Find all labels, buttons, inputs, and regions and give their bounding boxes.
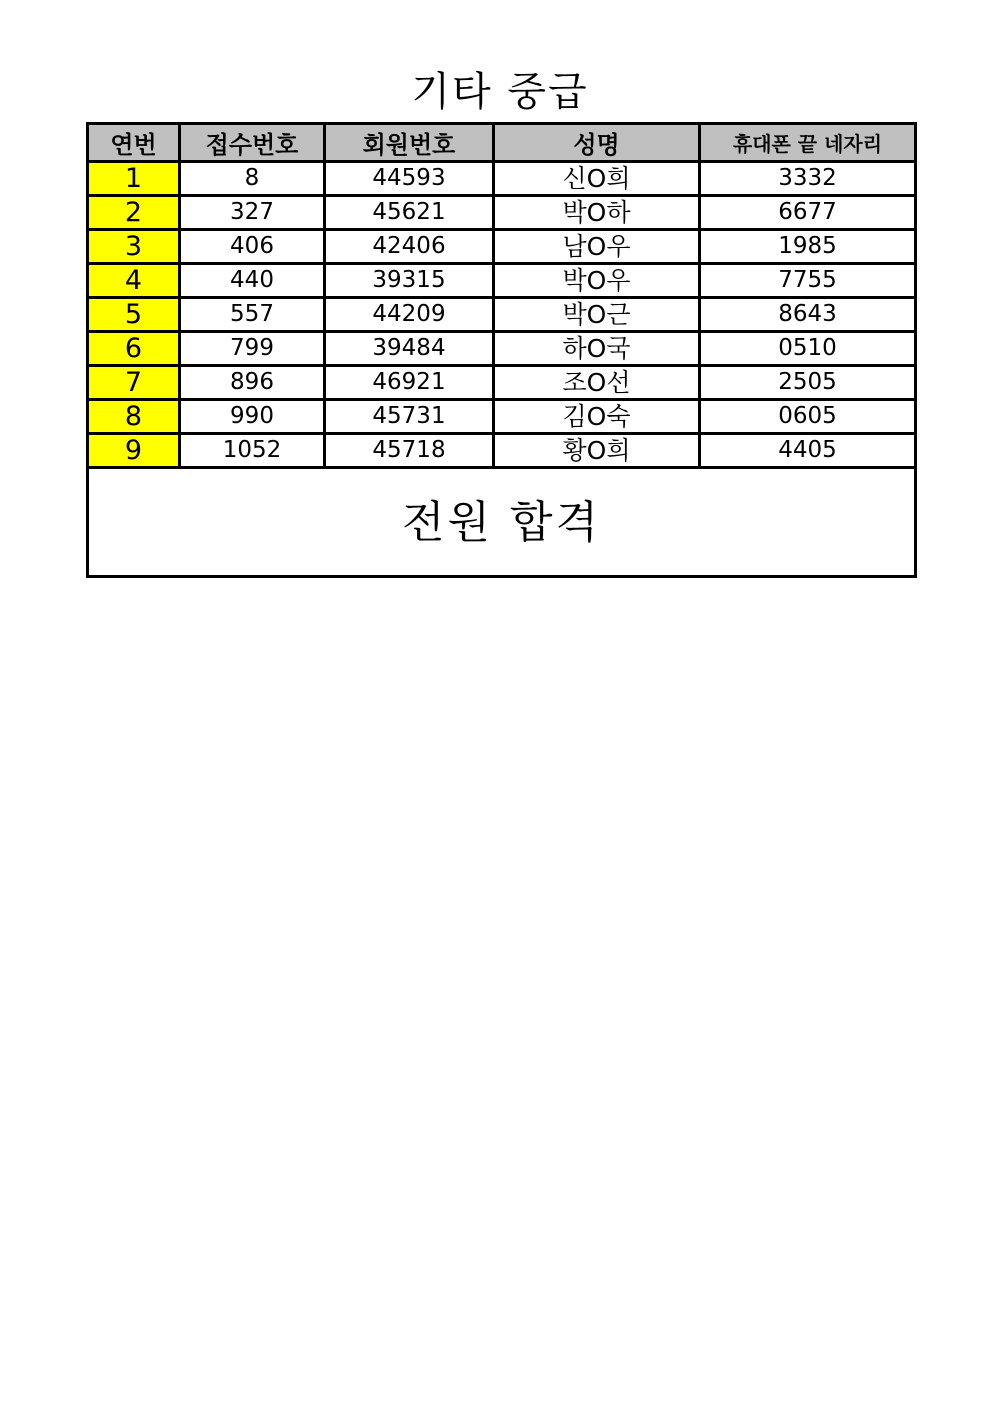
column-header-member-number: 회원번호: [325, 124, 494, 162]
cell-name: 황O희: [494, 434, 700, 468]
cell-member-number: 46921: [325, 366, 494, 400]
cell-phone-last-four: 1985: [700, 230, 916, 264]
cell-member-number: 45718: [325, 434, 494, 468]
table-row: [88, 434, 916, 468]
cell-member-number: 39484: [325, 332, 494, 366]
cell-receipt-number: 406: [180, 230, 325, 264]
cell-receipt-number: 990: [180, 400, 325, 434]
cell-receipt-number: 8: [180, 162, 325, 196]
cell-member-number: 44593: [325, 162, 494, 196]
table-row: [88, 264, 916, 298]
table-row: [88, 400, 916, 434]
results-table: [86, 122, 917, 578]
cell-name: 박O근: [494, 298, 700, 332]
column-header-receipt-number: 접수번호: [180, 124, 325, 162]
cell-receipt-number: 557: [180, 298, 325, 332]
table-row: [88, 298, 916, 332]
table-row: [88, 366, 916, 400]
cell-phone-last-four: 6677: [700, 196, 916, 230]
cell-phone-last-four: 2505: [700, 366, 916, 400]
cell-name: 신O희: [494, 162, 700, 196]
table-header-row: [88, 124, 916, 162]
cell-phone-last-four: 0510: [700, 332, 916, 366]
table-footer-row: [88, 468, 916, 577]
cell-seq: 6: [88, 332, 180, 366]
cell-name: 박O하: [494, 196, 700, 230]
all-passed-notice: 전원 합격: [88, 468, 916, 577]
table-row: [88, 162, 916, 196]
cell-phone-last-four: 3332: [700, 162, 916, 196]
cell-name: 박O우: [494, 264, 700, 298]
column-header-name: 성명: [494, 124, 700, 162]
cell-phone-last-four: 7755: [700, 264, 916, 298]
cell-receipt-number: 799: [180, 332, 325, 366]
column-header-seq: 연번: [88, 124, 180, 162]
cell-seq: 8: [88, 400, 180, 434]
cell-receipt-number: 1052: [180, 434, 325, 468]
cell-name: 조O선: [494, 366, 700, 400]
cell-name: 김O숙: [494, 400, 700, 434]
cell-name: 남O우: [494, 230, 700, 264]
cell-phone-last-four: 0605: [700, 400, 916, 434]
cell-member-number: 44209: [325, 298, 494, 332]
cell-seq: 2: [88, 196, 180, 230]
cell-member-number: 45731: [325, 400, 494, 434]
cell-seq: 1: [88, 162, 180, 196]
cell-name: 하O국: [494, 332, 700, 366]
table-row: [88, 196, 916, 230]
cell-member-number: 39315: [325, 264, 494, 298]
page-title: 기타 중급: [411, 69, 589, 115]
cell-receipt-number: 327: [180, 196, 325, 230]
cell-receipt-number: 440: [180, 264, 325, 298]
cell-member-number: 42406: [325, 230, 494, 264]
cell-receipt-number: 896: [180, 366, 325, 400]
cell-seq: 4: [88, 264, 180, 298]
cell-seq: 3: [88, 230, 180, 264]
cell-member-number: 45621: [325, 196, 494, 230]
column-header-phone-last-four: 휴대폰 끝 네자리: [700, 124, 916, 162]
cell-phone-last-four: 4405: [700, 434, 916, 468]
table-row: [88, 332, 916, 366]
cell-seq: 7: [88, 366, 180, 400]
cell-seq: 5: [88, 298, 180, 332]
table-row: [88, 230, 916, 264]
cell-seq: 9: [88, 434, 180, 468]
cell-phone-last-four: 8643: [700, 298, 916, 332]
